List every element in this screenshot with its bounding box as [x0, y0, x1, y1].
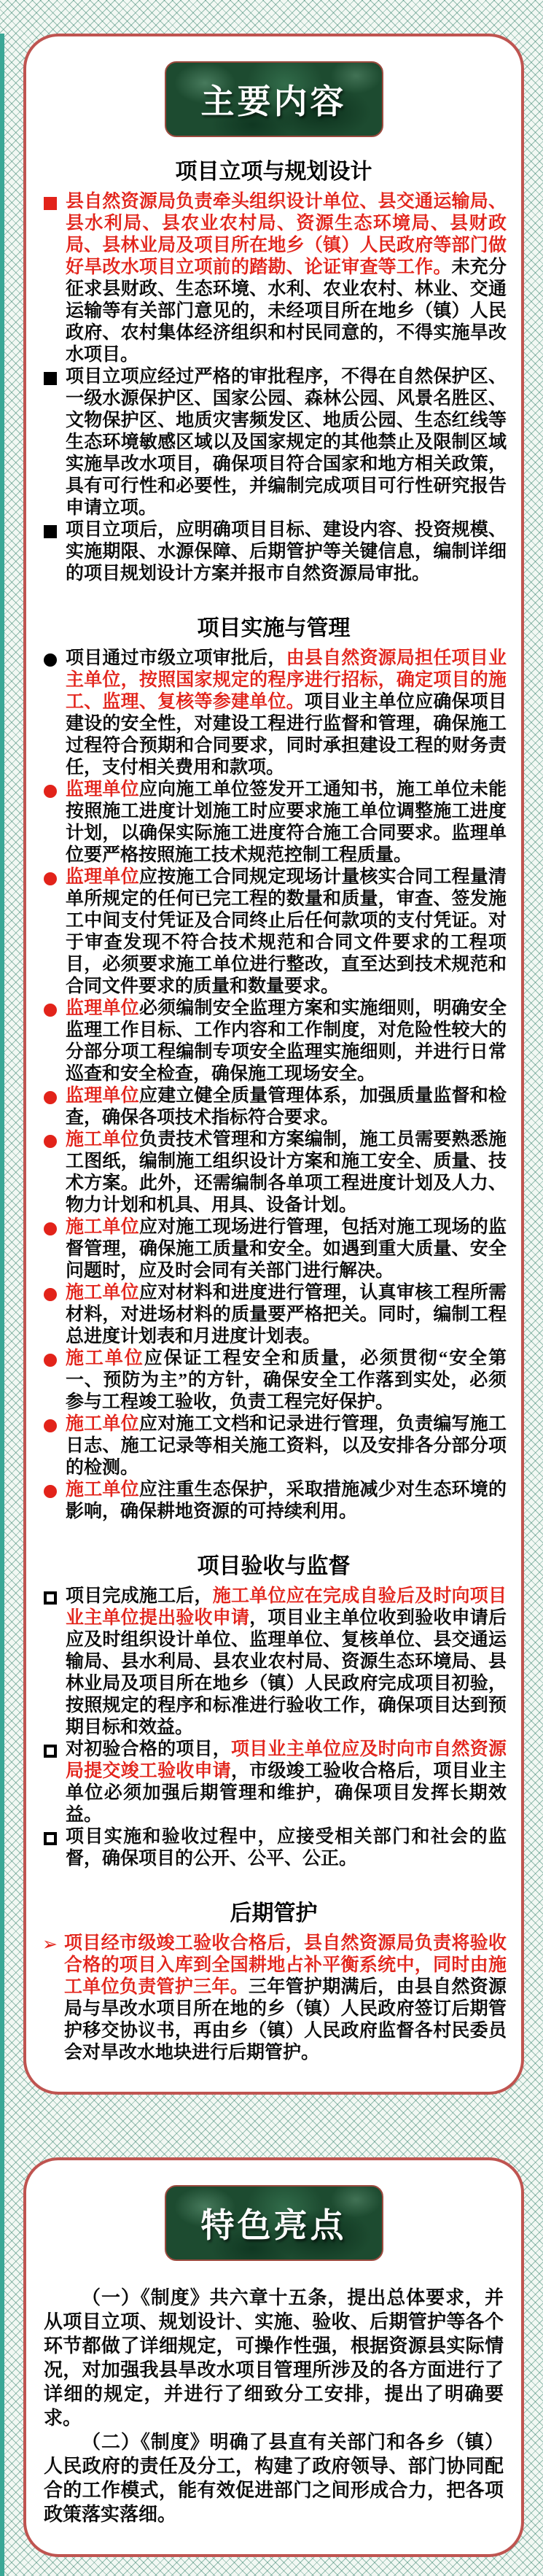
- highlight-paragraph: （一）《制度》共六章十五条，提出总体要求，并从项目立项、规划设计、实施、验收、后期管护等各个环节都做了详细规定，可操作性强，根据资源县实际情况，对加强我县旱改水项目管理所涉及的各方面进行了详细的规定，并进行了细致分工安排，提出了明确要求。: [44, 2287, 504, 2429]
- bullet-text: [66, 1085, 511, 1129]
- bullet-text: [66, 366, 511, 519]
- bullet-text-segment: 应对施工文档和记录进行管理，负责编写施工日志、施工记录等相关施工资料，以及安排各分部分项的检测。: [66, 1414, 507, 1478]
- bullet-text-segment: 项目经市级竣工验收合格后，县自然资源局负责将验收合格的项目入库到全国耕地占补平衡系统中，同时由施工单位负责管护三年。: [64, 1933, 507, 1997]
- bullet-text-segment: 监理单位: [66, 1086, 139, 1106]
- bullet-text-segment: 监理单位: [66, 867, 139, 887]
- bullet-circle-red-icon: [44, 1135, 57, 1148]
- list-item: [36, 519, 511, 585]
- bullet-circle-red-icon: [44, 1091, 57, 1104]
- bullet-text-segment: 施工单位: [66, 1480, 139, 1500]
- main-content-card: [23, 34, 524, 2095]
- list-item: [36, 866, 511, 998]
- list-item: [36, 998, 511, 1085]
- bullet-text-segment: 三年管护期满后，由县自然资源局与旱改水项目所在地的乡（镇）人民政府签订后期管护移交协议书，再由乡（镇）人民政府监督各村民委员会对旱改水地块进行后期管护。: [64, 1977, 507, 2063]
- bullet-circle-red-icon: [44, 1354, 57, 1367]
- list-item: [36, 1085, 511, 1129]
- bullet-text-segment: 监理单位: [66, 998, 139, 1018]
- bullet-text-segment: 施工单位应在完成自验后及时向项目业主单位提出验收申请: [66, 1586, 507, 1628]
- list-item: [36, 1479, 511, 1523]
- bullet-text-segment: 项目完成施工后，: [66, 1586, 213, 1606]
- bullet-text: [64, 1933, 511, 2064]
- bullet-text: [66, 1129, 511, 1217]
- section-title-acceptance: 项目验收与监督: [197, 1554, 351, 1578]
- bullet-square-open-icon: [44, 1745, 57, 1758]
- bullet-square-red-icon: [44, 197, 57, 210]
- highlights-body: [36, 2286, 511, 2526]
- bullet-text: [66, 191, 511, 366]
- highlights-card: [23, 2157, 524, 2557]
- bullet-text-segment: 未充分征求县财政、生态环境、水利、农业农村、林业、交通运输等有关部门意见的，未经项目所在地乡（镇）人民政府、农村集体经济组织和村民同意的，不得实施旱改水项目。: [66, 257, 507, 365]
- bullet-text-segment: ，市级竣工验收合格后，项目业主单位必须加强后期管理和维护，确保项目发挥长期效益。: [66, 1761, 507, 1825]
- list-item: [36, 1826, 511, 1870]
- bullet-text: [66, 1826, 511, 1870]
- bullet-text-segment: 施工单位: [66, 1349, 144, 1368]
- list-item: [36, 1413, 511, 1479]
- bullet-text-segment: 由县自然资源局担任项目业主单位，按照国家规定的程序进行招标，确定项目的施工、监理、复核等参建单位。: [66, 648, 507, 712]
- list-item: [36, 366, 511, 519]
- bullet-text: [66, 998, 511, 1085]
- section-title-implementation: 项目实施与管理: [197, 616, 351, 640]
- bullet-circle-red-icon: [44, 1222, 57, 1235]
- banner-title: 特色亮点: [200, 2207, 347, 2244]
- bullet-text-segment: 项目业主单位应确保项目建设的安全性，对建设工程进行监督和管理，确保施工过程符合预期和合同要求，同时承担建设工程的财务责任，支付相关费用和款项。: [66, 692, 507, 777]
- bullet-circle-red-icon: [44, 1419, 57, 1432]
- bullet-text: [66, 1479, 511, 1523]
- bullet-text-segment: 项目实施和验收过程中，应接受相关部门和社会的监督，确保项目的公开、公平、公正。: [66, 1827, 507, 1869]
- list-item: [36, 1348, 511, 1413]
- bullet-text: [66, 519, 511, 585]
- bullet-text-segment: 负责技术管理和方案编制，施工员需要熟悉施工图纸，编制施工组织设计方案和施工安全、质量、技术方案。此外，还需编制各单项工程进度计划及人力、物力计划和机具、用具、设备计划。: [66, 1130, 507, 1215]
- highlights-banner: [165, 2185, 383, 2261]
- bullet-text-segment: 应对材料和进度进行管理，认真审核工程所需材料，对进场材料的质量要严格把关。同时，编制工程总进度计划表和月进度计划表。: [66, 1283, 507, 1346]
- bullet-text: [66, 1586, 511, 1739]
- list-item: [36, 1586, 511, 1739]
- bullet-circle-red-icon: [44, 1485, 57, 1498]
- list-item: [36, 648, 511, 779]
- bullet-square-open-icon: [44, 1832, 57, 1845]
- bullet-text: [66, 1413, 511, 1479]
- banner-title: 主要内容: [200, 83, 347, 120]
- bullet-text-segment: ，项目业主单位收到验收申请后应及时组织设计单位、监理单位、复核单位、县交通运输局、县水利局、县农业农村局、资源生态环境局、县林业局及项目所在地乡（镇）人民政府完成项目初验，按照规定的程序和标准进行验收工作，确保项目达到预期目标和效益。: [66, 1608, 507, 1737]
- bullet-text: [66, 866, 511, 998]
- list-item: [36, 1129, 511, 1217]
- bullet-text-segment: 项目立项后，应明确项目目标、建设内容、投资规模、实施期限、水源保障、后期管护等关键信息，编制详细的项目规划设计方案并报市自然资源局审批。: [66, 520, 507, 583]
- bullet-text-segment: 施工单位: [66, 1414, 139, 1434]
- bullet-text-segment: 必须编制安全监理方案和实施细则，明确安全监理工作目标、工作内容和工作制度，对危险性较大的分部分项工程编制专项安全监理实施细则，并进行日常巡查和安全检查，确保施工现场安全。: [66, 998, 507, 1084]
- bullet-circle-red-icon: [44, 872, 57, 885]
- list-item: [36, 779, 511, 866]
- bullet-circle-black-icon: [44, 653, 57, 667]
- bullet-text-segment: 施工单位: [66, 1130, 139, 1149]
- bullet-circle-red-icon: [44, 785, 57, 798]
- bullet-text-segment: 项目业主单位应及时向市自然资源局提交竣工验收申请: [66, 1739, 507, 1781]
- list-item: [36, 1282, 511, 1348]
- bullet-text-segment: 应向施工单位签发开工通知书，施工单位未能按照施工进度计划施工时应要求施工单位调整施工进度计划，以确保实际施工进度符合施工合同要求。监理单位要严格按照施工技术规范控制工程质量。: [66, 780, 507, 865]
- bullet-text: [66, 1217, 511, 1282]
- crosshatch-background: [0, 34, 543, 2576]
- bullet-text-segment: 应对施工现场进行管理，包括对施工现场的监督管理，确保施工质量和安全。如遇到重大质量、安全问题时，应及时会同有关部门进行解决。: [66, 1217, 507, 1281]
- bullet-text: [66, 1739, 511, 1826]
- list-item: [36, 1933, 511, 2064]
- bullet-text-segment: 监理单位: [66, 780, 139, 799]
- bullet-text: [66, 779, 511, 866]
- bullet-text-segment: 县自然资源局负责牵头组织设计单位、县交通运输局、县水利局、县农业农村局、资源生态环境局、县财政局、县林业局及项目所在地乡（镇）人民政府等部门做好旱改水项目立项前的踏勘、论证审查等工作。: [66, 192, 507, 277]
- section-title-later-maintenance: 后期管护: [230, 1901, 318, 1925]
- bullet-circle-red-icon: [44, 1288, 57, 1301]
- bullet-text-segment: 项目通过市级立项审批后，: [66, 648, 286, 668]
- bullet-square-open-icon: [44, 1591, 57, 1605]
- bullet-text-segment: 项目立项应经过严格的审批程序，不得在自然保护区、一级水源保护区、国家公园、森林公园、风景名胜区、文物保护区、地质灾害频发区、地质公园、生态红线等生态环境敏感区域以及国家规定的其他禁止及限制区域实施旱改水项目，确保项目符合国家和地方相关政策，具有可行性和必要性，并编制完成项目可行性研究报告申请立项。: [66, 367, 507, 518]
- bullet-text-segment: 对初验合格的项目，: [66, 1739, 231, 1759]
- bullet-square-black-icon: [44, 372, 57, 385]
- bullet-text-segment: 应建立健全质量管理体系，加强质量监督和检查，确保各项技术指标符合要求。: [66, 1086, 507, 1128]
- list-item: [36, 191, 511, 366]
- main-content-banner: [165, 61, 383, 137]
- bullet-text-segment: 应注重生态保护，采取措施减少对生态环境的影响，确保耕地资源的可持续利用。: [66, 1480, 507, 1521]
- bullet-text-segment: 应按施工合同规定现场计量核实合同工程量清单所规定的任何已完工程的数量和质量，审查、签发施工中间支付凭证及合同终止后任何款项的支付凭证。对于审查发现不符合技术规范和合同文件要求的工程项目，必须要求施工单位进行整改，直至达到技术规范和合同文件要求的质量和数量要求。: [66, 867, 507, 996]
- bullet-text-segment: 施工单位: [66, 1217, 139, 1237]
- bullet-circle-red-icon: [44, 1004, 57, 1017]
- bullet-text: [66, 648, 511, 779]
- bullet-arrow-red-icon: ➢: [42, 1933, 58, 1955]
- bullet-text-segment: 施工单位: [66, 1283, 139, 1303]
- bullet-text-segment: 应保证工程安全和质量，必须贯彻“安全第一、预防为主”的方针，确保安全工作落到实处，必须参与工程竣工验收，负责工程完好保护。: [66, 1349, 507, 1412]
- bullet-text: [66, 1282, 511, 1348]
- list-item: [36, 1739, 511, 1826]
- bullet-text: [66, 1348, 511, 1413]
- section-title-project-approval: 项目立项与规划设计: [175, 160, 372, 184]
- highlight-paragraph: （二）《制度》明确了县直有关部门和各乡（镇）人民政府的责任及分工，构建了政府领导、部门协同配合的工作模式，能有效促进部门之间形成合力，把各项政策落实落细。: [44, 2432, 504, 2525]
- bullet-square-black-icon: [44, 525, 57, 538]
- list-item: [36, 1217, 511, 1282]
